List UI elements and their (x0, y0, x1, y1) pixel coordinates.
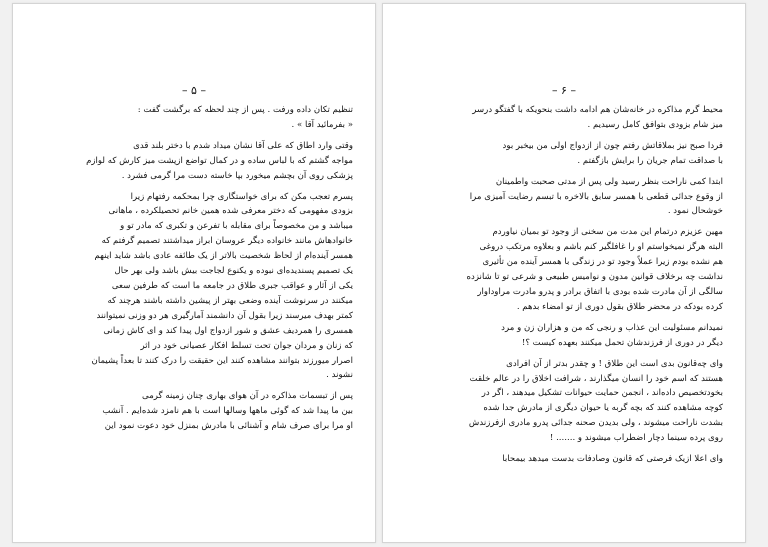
text-line: نداشت چه برخلاف قوانین مدون و نوامیس طبیعی و شرعی تو تا شانزده (466, 272, 723, 283)
paragraph (403, 321, 723, 351)
text-line: همسری را همردیف عشق و شور ازدواج اول پیدا کند و ای کاش زمانی (103, 325, 353, 336)
text-line: وای چه‌قانون بدی است این طلاق ! و چقدر بدتر از آن افرادی (506, 358, 723, 369)
text-line: مواجه گشتم که با لباس ساده و در کمال تواضع ازپشت میز کارش که لوازم (86, 155, 353, 166)
text-line: از وقوع جدائی قطعی با همسر سابق بالاخره با تبسم رضایت آمیزی مرا (469, 191, 723, 202)
text-line: محیط گرم مذاکره در خانه‌شان هم ادامه داشت بنحویکه با گفتگو درسر (472, 105, 723, 115)
text-line: با صداقت تمام جریان را برایش بازگفتم . (577, 155, 723, 166)
text-line: سالگی از آن مادرت شده بودی با اتفاق برادر و پدرو مادرت مراوداوار (477, 286, 723, 297)
text-line: تنظیم تکان داده ورفت . پس از چند لحظه که برگشت گفت : (137, 105, 353, 115)
text-line: پسرم تعجب مکن که برای خواستگاری چرا بمحکمه رفتهام زیرا (130, 191, 353, 202)
paragraph (403, 452, 723, 467)
text-line: خوشحال نمود . (667, 206, 723, 217)
text-line: وای اعلا ازیک فرصتی که قانون وصادفات بدست میدهد بیمحابا (502, 454, 723, 465)
page-body (403, 103, 723, 467)
text-line: هستند که اسم خود را انسان میگذارند ، شرافت اخلاق را در عالم خلقت (469, 373, 723, 384)
document-page-right (382, 3, 746, 543)
text-line: کمتر بهدف میرسند زیرا بقول آن دانشمند آمارگیری هر دو وزنی نمیتوانند (96, 310, 353, 321)
text-line: روی پرده سینما دچار اضطراب میشوند و ....... ! (549, 433, 723, 444)
paragraph (33, 103, 353, 133)
document-page-left (12, 3, 376, 543)
text-line: میز شام بزودی بتوافق کامل رسیدیم . (587, 119, 723, 130)
page-body (33, 103, 353, 434)
paragraph (33, 190, 353, 384)
text-line: مهین عزیزم درتمام این مدت من سخنی از وجود تو بمیان نیاوردم (492, 227, 723, 238)
text-line: همسر آینده‌ام از لحاظ شخصیت بالاتر از یک طائفه عادی باشد شاید اینهم (94, 251, 353, 262)
text-line: پزشکی روی آن بچشم میخورد بپا خاسته دست مرا گرمی فشرد . (121, 170, 353, 181)
text-line: که زنان و مردان جوان تحت تسلط افکار عصیانی خود در اثر (140, 340, 353, 351)
paragraph (403, 225, 723, 314)
text-line: بشدت ناراحت میشوند ، ولی بدیدن صحنه جدائی پدرو مادری ازفرزندش (468, 418, 723, 429)
paragraph (403, 103, 723, 133)
text-line: ابتدا کمی ناراحت بنظر رسید ولی پس از مدتی صحبت واطمینان (495, 176, 723, 187)
paragraph (33, 389, 353, 434)
text-line: کوچه مشاهده کنند که بچه گربه یا حیوان دیگری از مادرش جدا شده (483, 403, 723, 414)
paragraph (403, 175, 723, 220)
text-line: بین ما پیدا شد که گوئی ماهها وسالها است با هم نامزد شده‌ایم . آنشب (102, 406, 353, 417)
text-line: هم نشده بودم زیرا عملاً وجود تو در زندگی با همسر آینده من تأثیری (482, 257, 723, 268)
text-line: او مرا برای صرف شام و آشنائی با مادرش بمنزل خود دعوت نمود این (104, 421, 353, 432)
text-line: خانوادهاش مانند خانواده دیگر عروسان ابراز میداشتند تصمیم گرفتم که (101, 236, 353, 247)
text-line: وقتی وارد اطاق که علی آقا نشان میداد شدم با دختر بلند قدی (133, 140, 353, 151)
text-line: بخودتخصیص داده‌اند ، انجمن حمایت حیوانات تشکیل میدهند ، اگر در (481, 388, 723, 399)
paragraph (403, 357, 723, 446)
text-line: میباشد و من مخصوصاً برای مقابله با تفرعن و تکبری که مادر تو و (120, 221, 353, 232)
text-line: نشوند . (326, 370, 353, 381)
text-line: البته هرگز نمیخواستم او را غافلگیر کنم باشم و بعلاوه مرتکب دروغی (479, 242, 723, 253)
text-line: پس از تبسمات مذاکره در آن هوای بهاری چنان زمینه گرمی (142, 391, 353, 402)
text-line: فردا صبح نیز بملاقاتش رفتم چون از ازدواج اولی من بیخبر بود (502, 140, 723, 151)
page-number: – ۶ – (552, 84, 576, 97)
text-line: کرده بودکه در محضر طلاق بقول دوری از تو امضاء بدهم . (516, 301, 723, 312)
text-line: دیگر در دوری از فرزندشان تحمل میکنند بعهده کیست ؟! (521, 337, 723, 348)
text-line: یک تصمیم پسندیده‌ای نبوده و یکنوع لجاجت بیش باشد ولی بهر حال (114, 266, 353, 277)
text-line: بزودی مفهومی که دختر معرفی شده همین خانم تحصیلکرده ، ماهانی (108, 206, 353, 217)
page-number: – ۵ – (182, 84, 206, 97)
text-line: میکنند در سرنوشت آینده وضعی بهتر از پیشین داشته باشند هرچند که (107, 295, 353, 306)
paragraph (33, 139, 353, 184)
text-line: « بفرمائید آقا » . (291, 119, 353, 130)
text-line: یکی از آثار و عواقب جبری طلاق در جامعه ما است که طرفین سعی (111, 280, 353, 291)
paragraph (403, 139, 723, 169)
text-line: اصرار میورزند بتوانند مشاهده کنند این حقیقت را درک کنند تا بعداً پشیمان (91, 355, 353, 366)
text-line: نمیدانم مسئولیت این عذاب و رنجی که من و هزاران زن و مرد (501, 322, 723, 333)
